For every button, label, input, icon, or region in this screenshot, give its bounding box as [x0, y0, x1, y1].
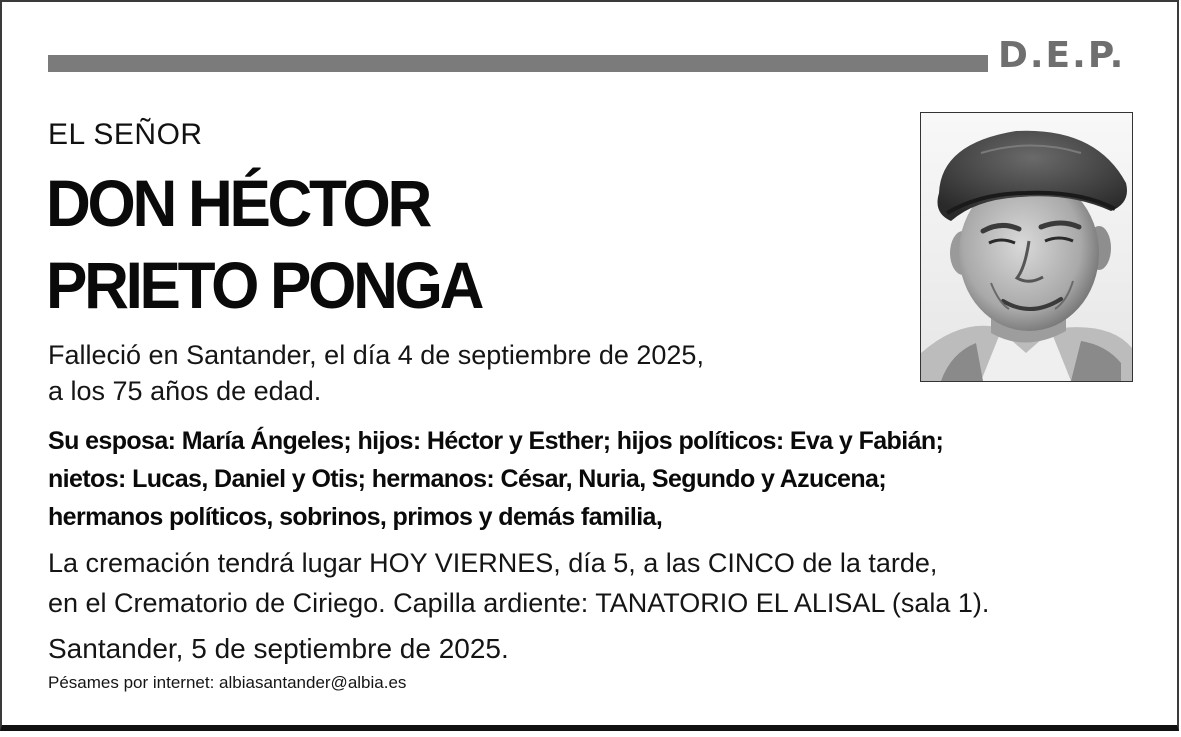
family-line-2: nietos: Lucas, Daniel y Otis; hermanos: César, Nuria, Segundo y Azucena;: [48, 465, 887, 493]
ceremony-line-1: La cremación tendrá lugar HOY VIERNES, día 5, a las CINCO de la tarde,: [48, 548, 938, 578]
deceased-name-line-1: DON HÉCTOR: [46, 166, 430, 240]
deceased-name-line-2: PRIETO PONGA: [46, 248, 482, 322]
death-notice-line-1: Falleció en Santander, el día 4 de septiembre de 2025,: [48, 340, 704, 370]
header-rule: [48, 55, 988, 72]
place-date: Santander, 5 de septiembre de 2025.: [48, 633, 509, 664]
portrait-photo: [920, 112, 1133, 382]
family-line-3: hermanos políticos, sobrinos, primos y demás familia,: [48, 503, 663, 531]
death-notice-line-2: a los 75 años de edad.: [48, 376, 322, 406]
family-line-1: Su esposa: María Ángeles; hijos: Héctor y Esther; hijos políticos: Eva y Fabián;: [48, 427, 944, 455]
dep-label: D.E.P.: [998, 35, 1126, 76]
ceremony-line-2: en el Crematorio de Ciriego. Capilla ardiente: TANATORIO EL ALISAL (sala 1).: [48, 588, 990, 618]
honorific: EL SEÑOR: [48, 118, 203, 151]
condolences-contact: Pésames por internet: albiasantander@albia.es: [48, 673, 407, 692]
